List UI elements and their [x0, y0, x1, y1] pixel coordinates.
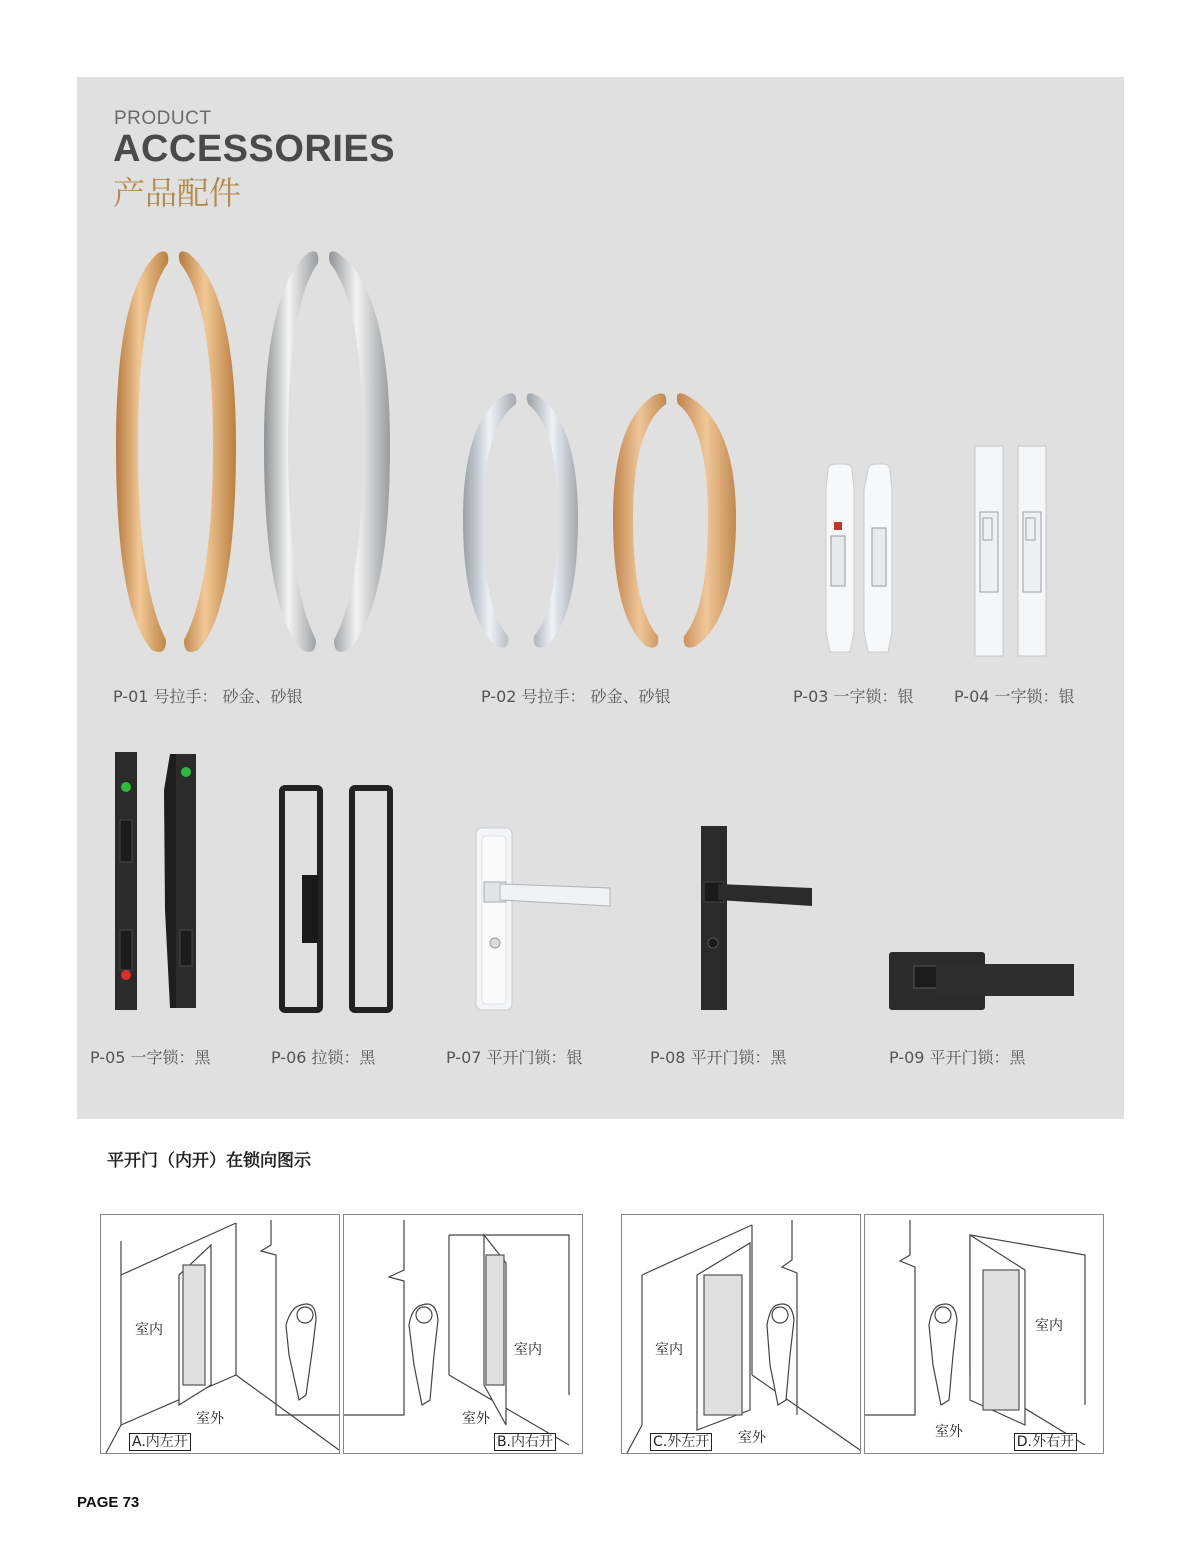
panel-c-caption: C.外左开 — [650, 1433, 712, 1451]
diagram-panel-d — [864, 1214, 1104, 1454]
panel-b-outdoor-label: 室外 — [462, 1411, 490, 1427]
panel-d-indoor-label: 室内 — [1035, 1318, 1063, 1334]
p09-caption: P-09 平开门锁：黑 — [889, 1048, 1026, 1067]
panel-d-outdoor-label: 室外 — [935, 1424, 963, 1440]
panel-a-outdoor-label: 室外 — [196, 1411, 224, 1427]
panel-a-indoor-label: 室内 — [135, 1322, 163, 1338]
p01-handles-image — [108, 245, 398, 660]
header-title-cn: 产品配件 — [113, 174, 242, 212]
panel-c-outdoor-label: 室外 — [738, 1430, 766, 1446]
p02-caption: P-02 号拉手： 砂金、砂银 — [481, 687, 671, 706]
diagram-panel-a — [100, 1214, 340, 1454]
header-small: PRODUCT — [114, 108, 212, 129]
diagram-title: 平开门（内开）在锁向图示 — [107, 1151, 311, 1171]
page-number: PAGE 73 — [77, 1494, 140, 1511]
p05-caption: P-05 一字锁：黑 — [90, 1048, 211, 1067]
panel-a-caption: A.内左开 — [129, 1433, 191, 1451]
panel-b-caption: B.内右开 — [494, 1433, 556, 1451]
panel-b-indoor-label: 室内 — [514, 1342, 542, 1358]
p08-caption: P-08 平开门锁：黑 — [650, 1048, 787, 1067]
p09-lock-image — [886, 948, 1076, 1012]
p03-caption: P-03 一字锁：银 — [793, 687, 914, 706]
p02-handles-image — [458, 388, 748, 658]
p04-lock-image — [972, 444, 1052, 659]
diagram-panel-c — [621, 1214, 861, 1454]
header-title: ACCESSORIES — [113, 128, 396, 170]
p06-caption: P-06 拉锁：黑 — [271, 1048, 376, 1067]
diagram-panel-b — [343, 1214, 583, 1454]
panel-c-indoor-label: 室内 — [655, 1342, 683, 1358]
p08-lock-image — [698, 824, 816, 1012]
p06-lock-image — [278, 785, 396, 1013]
p01-caption: P-01 号拉手： 砂金、砂银 — [113, 687, 303, 706]
p04-caption: P-04 一字锁：银 — [954, 687, 1075, 706]
panel-d-caption: D.外右开 — [1014, 1433, 1077, 1451]
p07-lock-image — [474, 826, 614, 1012]
p05-lock-image — [110, 750, 200, 1012]
p03-lock-image — [820, 462, 895, 657]
p07-caption: P-07 平开门锁：银 — [446, 1048, 583, 1067]
